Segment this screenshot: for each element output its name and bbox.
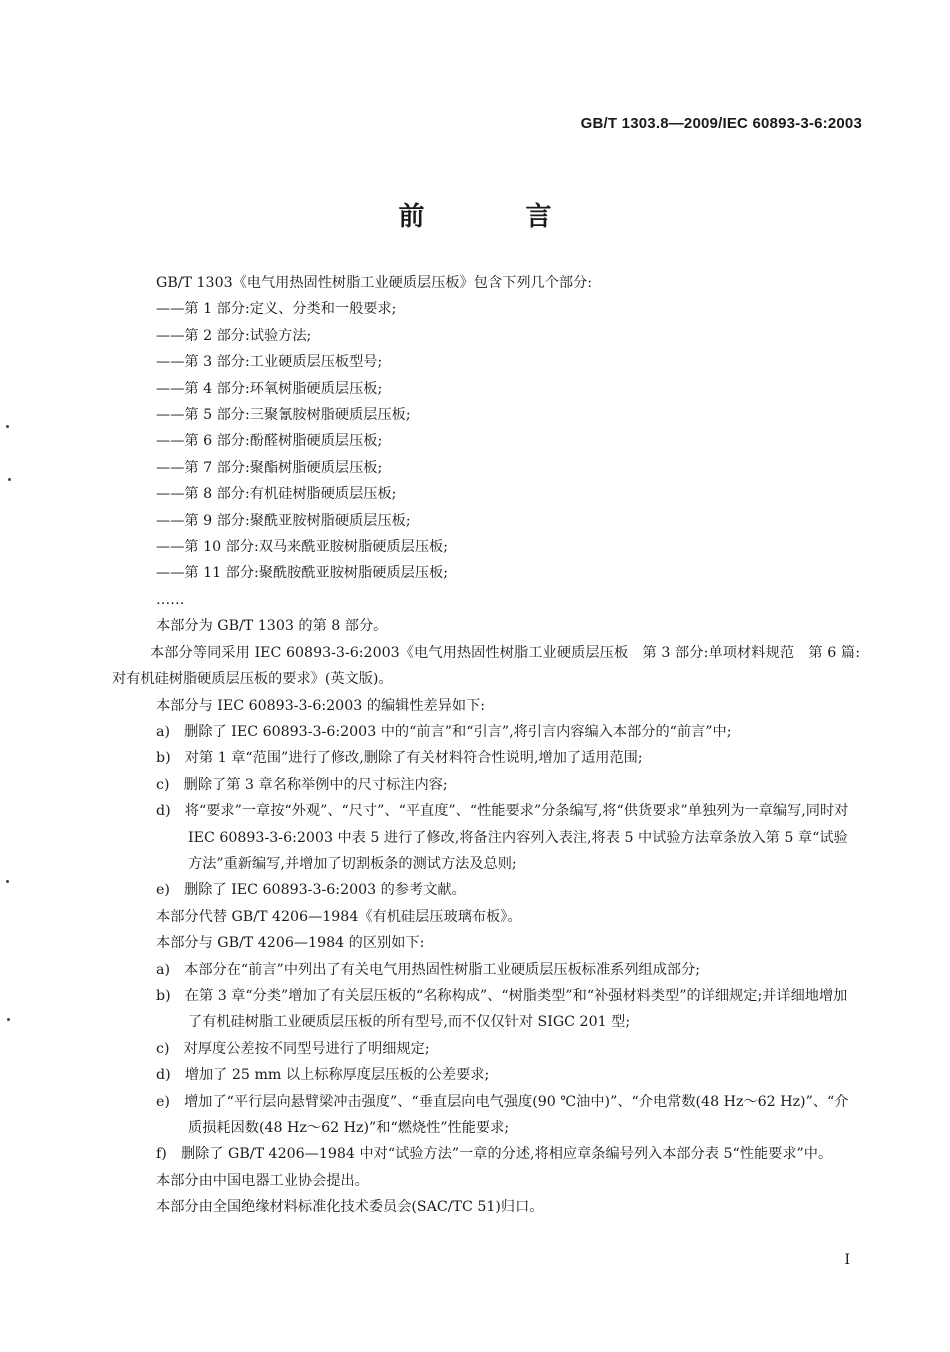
list-item: ——第 11 部分:聚酰胺酰亚胺树脂硬质层压板;: [156, 565, 449, 582]
list-item: ……: [156, 591, 185, 608]
diff-intro-paragraph: 本部分与 IEC 60893-3-6:2003 的编辑性差异如下:: [156, 697, 486, 714]
list-item: b) 对第 1 章“范围”进行了修改,删除了有关材料符合性说明,增加了适用范围;: [156, 750, 643, 767]
parts-list: [118, 296, 860, 613]
list-item: ——第 7 部分:聚酯树脂硬质层压板;: [156, 459, 383, 476]
proposed-paragraph: 本部分由中国电器工业协会提出。: [156, 1172, 369, 1189]
page-number: I: [844, 1252, 850, 1268]
list-item: d) 将“要求”一章按“外观”、“尺寸”、“平直度”、“性能要求”分条编写,将“供货要求”单独列为一章编写,同时对 IEC 60893-3-6:2003 中表 5 进行了修改,将备注内容列入表注,将表 5 中试验方法章条放入第 5 章“试验方法”重新编写,并增加了切割板条的测试方法及总则;: [156, 803, 849, 872]
list-item: ——第 8 部分:有机硅树脂硬质层压板;: [156, 486, 397, 503]
list-item: ——第 10 部分:双马来酰亚胺树脂硬质层压板;: [156, 539, 449, 556]
list-item: ——第 1 部分:定义、分类和一般要求;: [156, 301, 397, 318]
part-paragraph: 本部分为 GB/T 1303 的第 8 部分。: [156, 618, 388, 635]
list-item: e) 删除了 IEC 60893-3-6:2003 的参考文献。: [156, 882, 466, 899]
standard-code: GB/T 1303.8—2009/IEC 60893-3-6:2003: [580, 115, 862, 132]
scan-speck: [6, 425, 9, 428]
page-title: 前 言: [398, 202, 598, 232]
list-item: c) 对厚度公差按不同型号进行了明细规定;: [156, 1040, 430, 1057]
replace-paragraph: 本部分代替 GB/T 4206—1984《有机硅层压玻璃布板》。: [156, 908, 522, 925]
list-item: ——第 2 部分:试验方法;: [156, 327, 312, 344]
list-item: ——第 6 部分:酚醛树脂硬质层压板;: [156, 433, 383, 450]
list-item: ——第 9 部分:聚酰亚胺树脂硬质层压板;: [156, 512, 411, 529]
diff2-list: [118, 957, 860, 1168]
central-paragraph: 本部分由全国绝缘材料标准化技术委员会(SAC/TC 51)归口。: [156, 1199, 544, 1216]
list-item: e) 增加了“平行层向悬臂梁冲击强度”、“垂直层向电气强度(90 ℃油中)”、“介电常数(48 Hz～62 Hz)”、“介质损耗因数(48 Hz～62 Hz)”和“燃烧性”性能要求;: [156, 1093, 849, 1136]
scan-speck: [8, 478, 11, 481]
scan-speck: [7, 1018, 10, 1021]
list-item: d) 增加了 25 mm 以上标称厚度层压板的公差要求;: [156, 1067, 490, 1084]
list-item: ——第 5 部分:三聚氰胺树脂硬质层压板;: [156, 407, 411, 424]
list-item: c) 删除了第 3 章名称举例中的尺寸标注内容;: [156, 776, 448, 793]
intro-paragraph: GB/T 1303《电气用热固性树脂工业硬质层压板》包含下列几个部分:: [156, 275, 593, 291]
list-item: a) 本部分在“前言”中列出了有关电气用热固性树脂工业硬质层压板标准系列组成部分;: [156, 961, 701, 978]
list-item: b) 在第 3 章“分类”增加了有关层压板的“名称构成”、“树脂类型”和“补强材料类型”的详细规定;并详细地增加了有机硅树脂工业硬质层压板的所有型号,而不仅仅针对 SIGC 201 型;: [156, 987, 848, 1031]
list-item: ——第 3 部分:工业硬质层压板型号;: [156, 354, 383, 371]
diff-list: [118, 719, 860, 904]
list-item: f) 删除了 GB/T 4206—1984 中对“试验方法”一章的分述,将相应章条编号列入本部分表 5“性能要求”中。: [156, 1146, 833, 1163]
diff2-intro-paragraph: 本部分与 GB/T 4206—1984 的区别如下:: [156, 935, 425, 952]
scan-speck: [6, 880, 9, 883]
adopt-paragraph: 本部分等同采用 IEC 60893-3-6:2003《电气用热固性树脂工业硬质层压板 第 3 部分:单项材料规范 第 6 篇:对有机硅树脂硬质层压板的要求》(英文版)。: [112, 644, 860, 688]
foreword-body: [112, 270, 860, 1221]
list-item: ——第 4 部分:环氧树脂硬质层压板;: [156, 380, 383, 397]
list-item: a) 删除了 IEC 60893-3-6:2003 中的“前言”和“引言”,将引言内容编入本部分的“前言”中;: [156, 723, 732, 740]
